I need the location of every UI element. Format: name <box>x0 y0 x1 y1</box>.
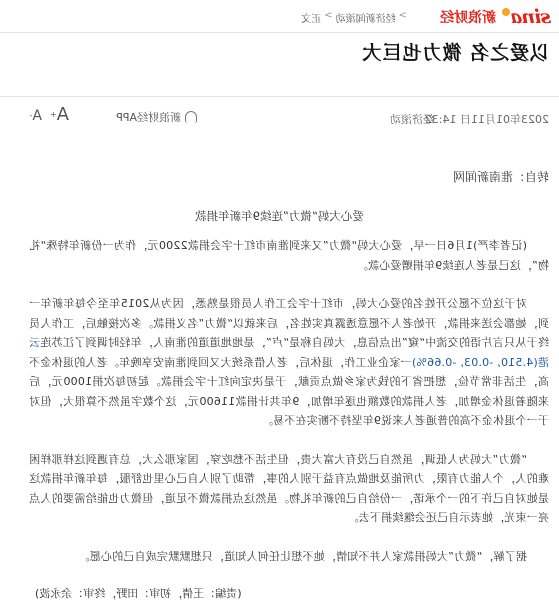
breadcrumb-item-scroll-news[interactable]: 经济新闻滚动 <box>335 14 396 25</box>
stock-quote-link[interactable]: 云港(4.510, -0.03, -0.66%) <box>29 336 549 369</box>
page-title: 以爱之名 微力也巨大 <box>361 42 549 64</box>
article-paragraph: (记者李严)1月6日一早，爱心大妈“微力”又来到淮南市红十字会捐款2200元，作为一份新年特殊“礼物”，这已是老人连续9年捐赠爱心款。 <box>29 239 549 272</box>
breadcrumb-item-current: 正文 <box>301 14 322 25</box>
sina-finance-logo[interactable] <box>440 6 551 28</box>
breadcrumb <box>301 10 407 25</box>
logo-brand: sina <box>510 6 551 28</box>
editor-credits: (责编：王倩，初审：田野，终审：余永波) <box>35 587 242 600</box>
app-download-link[interactable] <box>116 109 197 125</box>
logo-name: 新浪财经 <box>439 10 496 26</box>
article-paragraph: 据了解，“微力”大妈捐款家人并不知情，她不想让任何人知道，只想默默完成自己的心愿。 <box>78 549 527 563</box>
top-bar <box>0 0 559 33</box>
publish-date: 2023年01月11日 14:32 <box>424 113 549 126</box>
article-info-bar <box>0 96 559 137</box>
article-body <box>29 236 549 601</box>
font-increase-button[interactable]: A+ <box>49 104 69 125</box>
sina-eye-icon <box>500 8 510 18</box>
app-label: 新浪财经APP <box>116 111 181 124</box>
headphones-icon <box>185 111 197 123</box>
font-decrease-button[interactable]: A- <box>29 108 42 124</box>
article-source[interactable]: 经济滚动 <box>390 113 434 126</box>
article-paragraph: 对于这位不愿公开姓名的爱心大妈，市红十字会工作人员很是熟悉，因为从2015年至今每年新年一到，她都会送来捐款，开始老人不愿意透露真实姓名，后来就以“微力”名义捐款。多次接触后，工作人员终于从只言片语的交流中“窥”出点信息，大妈自称是“卢”，是地地道道的淮南人，年轻时调到了江苏连云港(4.510, -0.03, -0.66%)一家企业工作，退休后，老人借系统大又回到淮南安享晚年。老人的退休金不高，生活非常节俭，想把省下的钱为家乡做点贡献，于是决定向红十字会捐款。起初每次捐1000元，后来随着退休金增加，老人捐款的数额也逐年增加，9年共计捐款11600元，这个数字虽然不算很大，但对于一个退休金不高的普通老人来说9年坚持不断实在不易。 <box>29 297 549 427</box>
font-size-tools <box>30 103 70 127</box>
article-subtitle: 爱心大妈“微力”连续9年新年捐款 <box>195 209 364 223</box>
breadcrumb-separator: > <box>324 10 333 21</box>
article-paragraph: “微力”大妈为人低调，虽然自己没有大富大贵，但生活不愁吃穿，国家那么大，总有遇到这样那样困难的人，个人能力有限，力所能及地做点有益于别人的事，帮助了别人自己心里也舒服，每年新年捐款这是她对自己许下的一个承诺，一份给自己的新年礼物。虽然这点捐款微不足道，但微力也能给需要的人点亮一束光，她表示自己还会继续捐下去。 <box>29 452 549 524</box>
transfer-source: 转自：淮南新闻网 <box>452 170 549 184</box>
breadcrumb-separator: > <box>398 10 407 21</box>
